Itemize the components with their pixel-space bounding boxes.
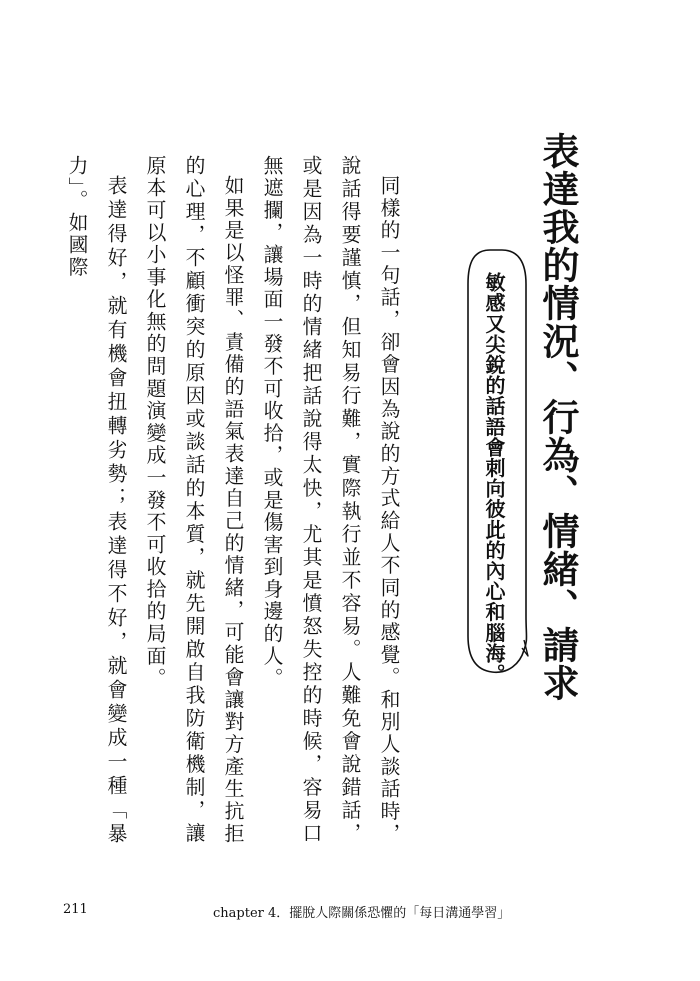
section-heading: 表達我的情況、行為、情緒、請求 xyxy=(536,132,580,702)
speech-bubble-callout xyxy=(464,244,532,684)
callout-text: 敏感又尖銳的話語會刺向彼此的內心和腦海。 xyxy=(482,272,506,684)
paragraph: 同樣的一句話，卻會因為說的方式給人不同的感覺。和別人談話時，說話得要謹慎，但知易行難，實際執行並不容易。人難免會說錯話，或是因為一時的情緒把話說得太快，尤其是憤怒失控的時候，容易口無遮攔，讓場面一發不可收拾，或是傷害到身邊的人。 xyxy=(260,155,400,845)
running-head: chapter 4．擺脫人際關係恐懼的「每日溝通學習」 xyxy=(213,906,511,921)
body-text xyxy=(65,155,408,845)
paragraph: 如果是以怪罪、責備的語氣表達自己的情緒，可能會讓對方產生抗拒的心理，不顧衝突的原因或談話的本質，就先開啟自我防衛機制，讓原本可以小事化無的問題演變成一發不可收拾的局面。 xyxy=(143,155,244,845)
page-number: 211 xyxy=(63,902,88,917)
paragraph: 表達得好，就有機會扭轉劣勢；表達得不好，就會變成一種「暴力」。如國際 xyxy=(65,155,127,845)
